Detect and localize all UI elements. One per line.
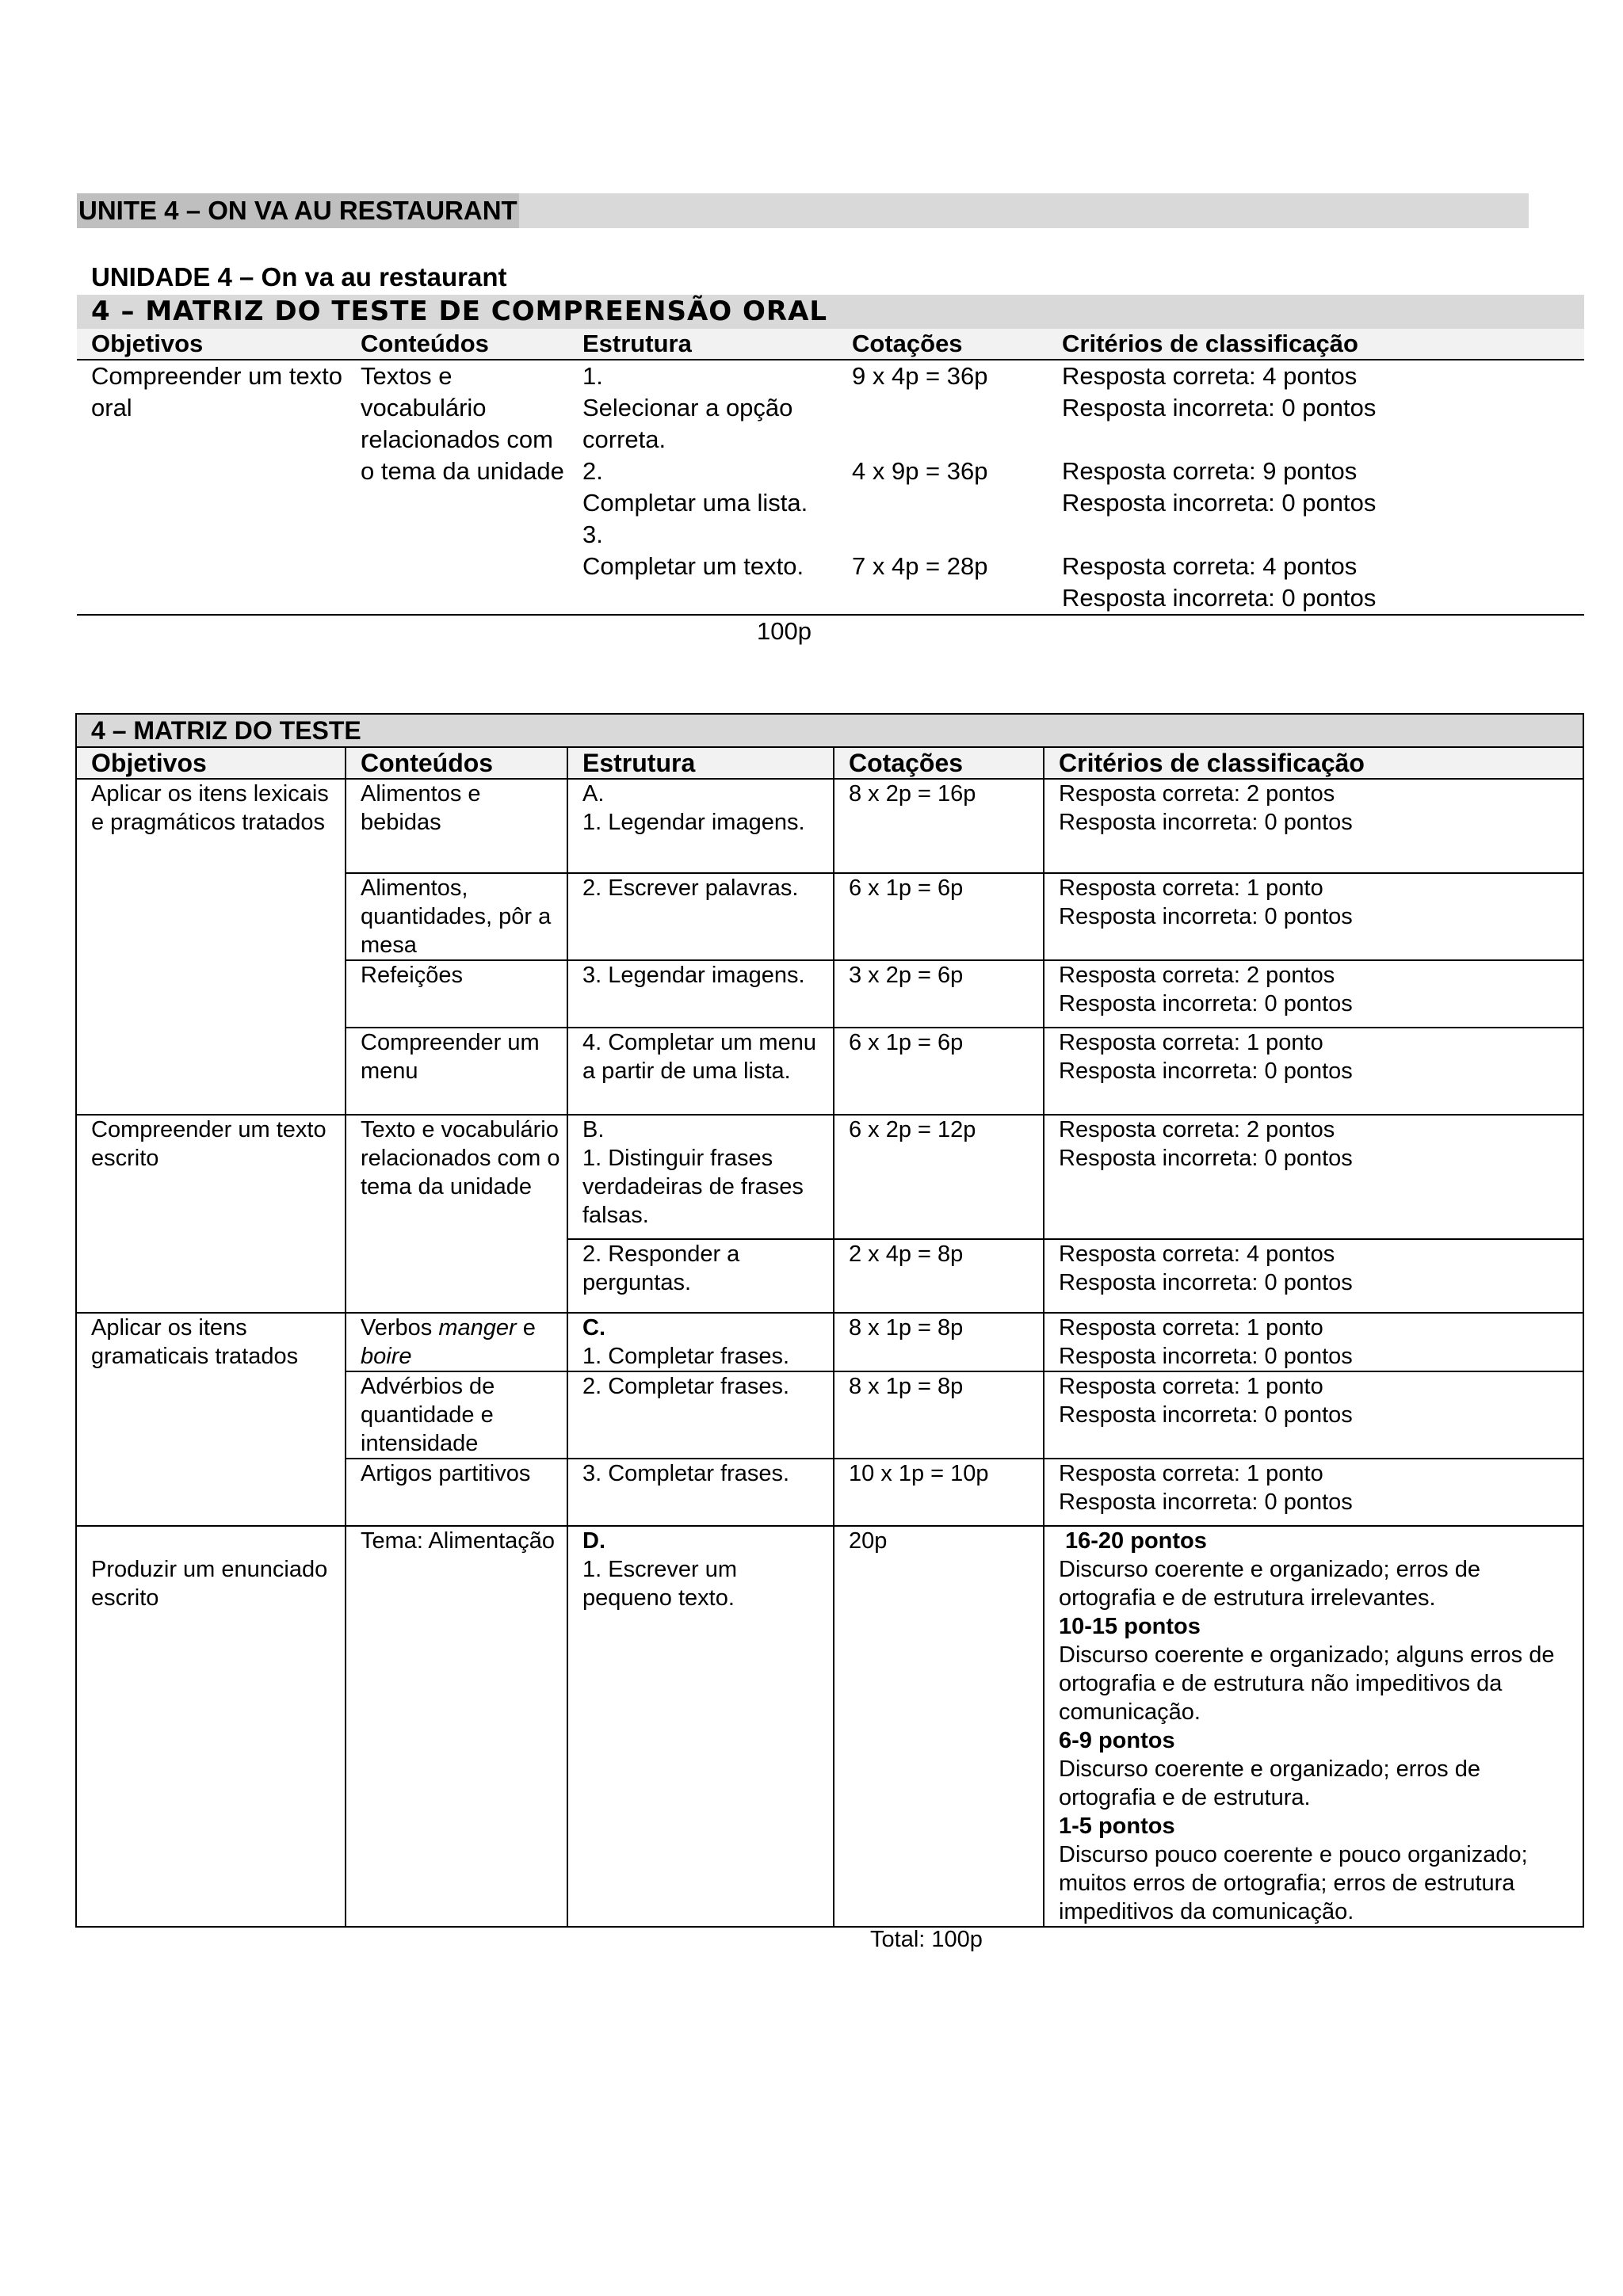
content-cell: Refeições: [346, 960, 567, 1028]
oral-test-matrix: [77, 295, 1584, 647]
col-conteudos: Conteúdos: [346, 747, 567, 779]
test-matrix-table: [75, 713, 1584, 1928]
criteria-cell: Resposta correta: 1 ponto Resposta incorreta: 0 pontos: [1044, 1313, 1583, 1371]
unidade-title: UNIDADE 4 – On va au restaurant: [91, 262, 507, 292]
oral-structure: [568, 360, 838, 615]
criteria-cell: Resposta correta: 1 ponto Resposta incorreta: 0 pontos: [1044, 1371, 1583, 1459]
col-criterios: Critérios de classificação: [1048, 329, 1584, 360]
criteria-cell: Resposta correta: 4 pontos Resposta incorreta: 0 pontos: [1044, 1239, 1583, 1313]
main-title-row: [76, 714, 1583, 747]
col-objetivos: Objetivos: [76, 747, 346, 779]
oral-item-1: 1. Selecionar a opção correta.: [582, 362, 793, 453]
objective-grammar: Aplicar os itens gramaticais tratados: [76, 1313, 346, 1526]
structure-cell: 3. Legendar imagens.: [567, 960, 834, 1028]
content-cell: Compreender um menu: [346, 1028, 567, 1115]
objective-lexical: Aplicar os itens lexicais e pragmáticos tratados: [76, 779, 346, 1115]
level-desc: Discurso pouco coerente e pouco organizado; muitos erros de ortografia; erros de estrutura impeditivos da comunicação.: [1059, 1842, 1528, 1924]
oral-criteria-3: Resposta correta: 4 pontos Resposta incorreta: 0 pontos: [1062, 552, 1377, 612]
oral-header-row: [77, 329, 1584, 360]
level-desc: Discurso coerente e organizado; erros de ortografia e de estrutura irrelevantes.: [1059, 1557, 1480, 1611]
oral-table-title: 4 – MATRIZ DO TESTE DE COMPREENSÃO ORAL: [77, 295, 1584, 329]
table-row: [76, 1526, 1583, 1927]
structure-cell: B. 1. Distinguir frases verdadeiras de frases falsas.: [567, 1115, 834, 1239]
oral-criteria: [1048, 360, 1584, 615]
oral-table: [77, 329, 1584, 647]
content-cell: Advérbios de quantidade e intensidade: [346, 1371, 567, 1459]
main-table-title: 4 – MATRIZ DO TESTE: [76, 714, 1583, 747]
score-cell: 2 x 4p = 8p: [834, 1239, 1044, 1313]
score-cell: 20p: [834, 1526, 1044, 1927]
structure-cell: 2. Responder a perguntas.: [567, 1239, 834, 1313]
criteria-cell: [1044, 1526, 1583, 1927]
score-cell: 8 x 2p = 16p: [834, 779, 1044, 873]
content-cell: Verbos manger e boire: [346, 1313, 567, 1371]
criteria-cell: Resposta correta: 2 pontos Resposta incorreta: 0 pontos: [1044, 1115, 1583, 1239]
score-cell: 10 x 1p = 10p: [834, 1459, 1044, 1526]
main-header-row: [76, 747, 1583, 779]
content-cell: Alimentos, quantidades, pôr a mesa: [346, 873, 567, 960]
structure-cell: D. 1. Escrever um pequeno texto.: [567, 1526, 834, 1927]
oral-score-3: 7 x 4p = 28p: [852, 552, 988, 580]
level-range: 1-5 pontos: [1059, 1814, 1175, 1839]
objective-writing: Produzir um enunciado escrito: [76, 1526, 346, 1927]
content-cell: Alimentos e bebidas: [346, 779, 567, 873]
col-criterios: Critérios de classificação: [1044, 747, 1583, 779]
table-row: [76, 779, 1583, 873]
level-range: 6-9 pontos: [1059, 1728, 1175, 1753]
score-cell: 8 x 1p = 8p: [834, 1371, 1044, 1459]
col-cotacoes: Cotações: [838, 329, 1048, 360]
oral-item-2: 2. Completar uma lista.: [582, 457, 808, 517]
oral-objective: Compreender um texto oral: [77, 360, 346, 615]
col-conteudos: Conteúdos: [346, 329, 568, 360]
oral-body-row: [77, 360, 1584, 615]
criteria-cell: Resposta correta: 1 ponto Resposta incorreta: 0 pontos: [1044, 1459, 1583, 1526]
oral-scores: [838, 360, 1048, 615]
structure-cell: A. 1. Legendar imagens.: [567, 779, 834, 873]
score-cell: 3 x 2p = 6p: [834, 960, 1044, 1028]
structure-cell: 4. Completar um menu a partir de uma lista.: [567, 1028, 834, 1115]
col-estrutura: Estrutura: [567, 747, 834, 779]
structure-cell: C. 1. Completar frases.: [567, 1313, 834, 1371]
criteria-cell: Resposta correta: 1 ponto Resposta incorreta: 0 pontos: [1044, 1028, 1583, 1115]
table-row: [76, 1115, 1583, 1239]
structure-cell: 2. Completar frases.: [567, 1371, 834, 1459]
structure-cell: 3. Completar frases.: [567, 1459, 834, 1526]
criteria-cell: Resposta correta: 2 pontos Resposta incorreta: 0 pontos: [1044, 960, 1583, 1028]
structure-cell: 2. Escrever palavras.: [567, 873, 834, 960]
level-desc: Discurso coerente e organizado; erros de ortografia e de estrutura.: [1059, 1756, 1480, 1810]
oral-total-row: [77, 615, 1584, 647]
score-cell: 6 x 2p = 12p: [834, 1115, 1044, 1239]
table-row: [76, 1313, 1583, 1371]
col-estrutura: Estrutura: [568, 329, 838, 360]
oral-criteria-1: Resposta correta: 4 pontos Resposta incorreta: 0 pontos: [1062, 362, 1377, 421]
level-range: 16-20 pontos: [1065, 1528, 1207, 1554]
level-desc: Discurso coerente e organizado; alguns erros de ortografia e de estrutura não impeditivos da comunicação.: [1059, 1642, 1555, 1725]
col-objetivos: Objetivos: [77, 329, 346, 360]
content-cell: Artigos partitivos: [346, 1459, 567, 1526]
objective-reading: Compreender um texto escrito: [76, 1115, 346, 1313]
level-range: 10-15 pontos: [1059, 1614, 1201, 1639]
unite-title: UNITE 4 – ON VA AU RESTAURANT: [77, 193, 519, 228]
content-cell: Texto e vocabulário relacionados com o tema da unidade: [346, 1115, 567, 1313]
oral-score-2: 4 x 9p = 36p: [852, 457, 988, 485]
score-cell: 8 x 1p = 8p: [834, 1313, 1044, 1371]
criteria-cell: Resposta correta: 2 pontos Resposta incorreta: 0 pontos: [1044, 779, 1583, 873]
oral-item-3: 3. Completar um texto.: [582, 521, 804, 580]
oral-score-1: 9 x 4p = 36p: [852, 362, 988, 390]
content-cell: Tema: Alimentação: [346, 1526, 567, 1927]
main-total: Total: 100p: [870, 1927, 983, 1952]
score-cell: 6 x 1p = 6p: [834, 873, 1044, 960]
col-cotacoes: Cotações: [834, 747, 1044, 779]
oral-criteria-2: Resposta correta: 9 pontos Resposta incorreta: 0 pontos: [1062, 457, 1377, 517]
score-cell: 6 x 1p = 6p: [834, 1028, 1044, 1115]
oral-content: Textos e vocabulário relacionados com o tema da unidade: [346, 360, 568, 615]
oral-total: 100p: [757, 617, 812, 645]
criteria-cell: Resposta correta: 1 ponto Resposta incorreta: 0 pontos: [1044, 873, 1583, 960]
